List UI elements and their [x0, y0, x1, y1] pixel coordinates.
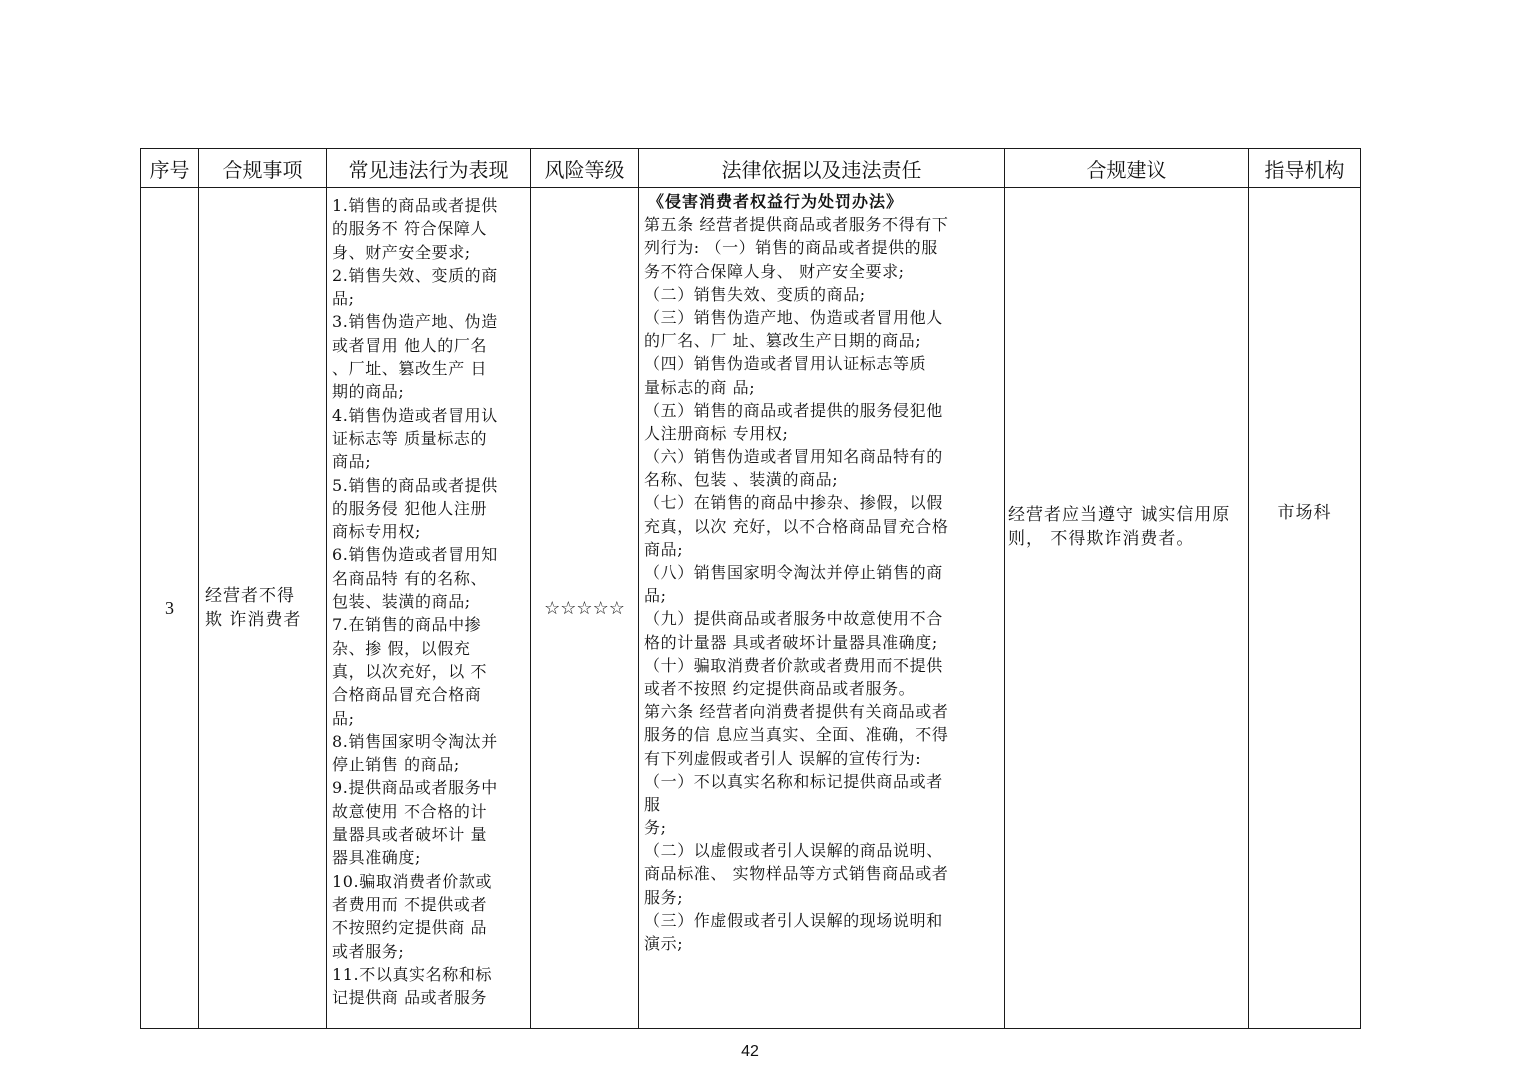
violation-line: 10.骗取消费者价款或 — [332, 871, 493, 891]
law-line: （四）销售伪造或者冒用认证标志等质 — [644, 354, 927, 374]
header-row — [141, 149, 1361, 188]
law-line: （九）提供商品或者服务中故意使用不合 — [644, 609, 943, 629]
law-line: 服务; — [644, 887, 684, 907]
law-line: 务; — [644, 818, 667, 838]
violation-line: 品; — [332, 289, 355, 309]
law-line: 列行为: （一）销售的商品或者提供的服 — [644, 238, 938, 258]
law-line: 人注册商标 专用权; — [644, 423, 789, 443]
law-line: （十）骗取消费者价款或者费用而不提供 — [644, 655, 943, 675]
violation-line: 或者服务; — [332, 941, 405, 961]
law-line: （三）作虚假或者引人误解的现场说明和 — [644, 910, 943, 930]
law-line: （七）在销售的商品中掺杂、掺假，以假 — [644, 493, 943, 513]
legal-basis-cell — [639, 188, 1005, 1029]
law-line: （五）销售的商品或者提供的服务侵犯他 — [644, 400, 943, 420]
violation-line: 记提供商 品或者服务 — [332, 988, 488, 1008]
violation-line: 名商品特 有的名称、 — [332, 568, 488, 588]
law-line: 或者不按照 约定提供商品或者服务。 — [644, 678, 916, 698]
violation-line: 期的商品; — [332, 382, 405, 402]
violation-line: 杂、掺 假，以假充 — [332, 638, 471, 658]
violation-line: 不按照约定提供商 品 — [332, 918, 488, 938]
compliance-item-text: 经营者不得欺 诈消费者 — [205, 586, 302, 630]
law-line: 商品; — [644, 539, 684, 559]
law-line: 的厂名、厂 址、篡改生产日期的商品; — [644, 331, 922, 351]
header-risk-level: 风险等级 — [531, 149, 639, 188]
guiding-agency-text: 市场科 — [1277, 503, 1332, 523]
header-guiding-agency: 指导机构 — [1249, 149, 1361, 188]
header-legal-basis: 法律依据以及违法责任 — [639, 149, 1005, 188]
violation-line: 量器具或者破坏计 量 — [332, 825, 488, 845]
law-line: （八）销售国家明令淘汰并停止销售的商 — [644, 563, 943, 582]
violation-line: 2.销售失效、变质的商 — [332, 265, 498, 285]
law-line: 充真，以次 充好，以不合格商品冒充合格 — [644, 516, 949, 536]
violation-line: 4.销售伪造或者冒用认 — [332, 405, 498, 425]
violation-line: 器具准确度; — [332, 848, 421, 868]
law-line: 第五条 经营者提供商品或者服务不得有下 — [644, 215, 949, 235]
violation-line: 停止销售 的商品; — [332, 755, 460, 775]
law-line: （二）销售失效、变质的商品; — [644, 284, 866, 304]
risk-level-stars: ☆☆☆☆☆ — [544, 597, 625, 619]
violation-line: 证标志等 质量标志的 — [332, 428, 488, 448]
compliance-item-cell — [199, 188, 327, 1029]
violation-line: 合格商品冒充合格商 — [332, 685, 482, 705]
violation-line: 8.销售国家明令淘汰并 — [332, 731, 498, 751]
violation-line: 品; — [332, 708, 355, 728]
violation-line: 、厂址、篡改生产 日 — [332, 359, 488, 379]
header-violations: 常见违法行为表现 — [327, 149, 531, 188]
compliance-advice-cell — [1005, 188, 1249, 1029]
law-line: （二）以虚假或者引人误解的商品说明、 — [644, 841, 943, 861]
violation-line: 真，以次充好，以 不 — [332, 661, 488, 681]
violation-line: 7.在销售的商品中掺 — [332, 615, 482, 635]
law-line: 格的计量器 具或者破坏计量器具准确度; — [644, 632, 938, 652]
law-title: 《侵害消费者权益行为处罚办法》 — [648, 192, 904, 211]
violation-line: 1.销售的商品或者提供 — [332, 196, 498, 215]
header-serial-number: 序号 — [141, 149, 199, 188]
law-line: （一）不以真实名称和标记提供商品或者 — [644, 771, 943, 791]
violation-line: 5.销售的商品或者提供 — [332, 475, 498, 495]
law-line: 演示; — [644, 934, 684, 953]
violation-line: 商标专用权; — [332, 522, 421, 542]
risk-level-cell — [531, 188, 639, 1029]
violation-line: 11.不以真实名称和标 — [332, 964, 493, 984]
law-line: （三）销售伪造产地、伪造或者冒用他人 — [644, 307, 943, 327]
violation-line: 故意使用 不合格的计 — [332, 801, 488, 821]
violation-line: 的服务不 符合保障人 — [332, 219, 488, 239]
law-line: 第六条 经营者向消费者提供有关商品或者 — [644, 702, 949, 722]
violations-cell — [327, 188, 531, 1029]
header-compliance-item: 合规事项 — [199, 149, 327, 188]
law-line: 服 — [644, 794, 661, 814]
violation-line: 或者冒用 他人的厂名 — [332, 335, 488, 355]
compliance-table — [140, 148, 1361, 1029]
law-line: 务不符合保障人身、 财产安全要求; — [644, 261, 905, 281]
law-line: 品; — [644, 586, 667, 606]
compliance-advice-text: 经营者应当遵守 诚实信用原则， 不得欺诈消费者。 — [1008, 505, 1231, 549]
law-line: （六）销售伪造或者冒用知名商品特有的 — [644, 447, 943, 467]
page-number: 42 — [741, 1043, 759, 1060]
legal-basis-text — [639, 188, 1004, 955]
header-compliance-advice: 合规建议 — [1005, 149, 1249, 188]
violation-line: 6.销售伪造或者冒用知 — [332, 545, 498, 565]
violation-line: 3.销售伪造产地、伪造 — [332, 312, 498, 332]
violation-line: 包装、装潢的商品; — [332, 592, 471, 612]
law-line: 商品标准、 实物样品等方式销售商品或者 — [644, 864, 949, 884]
law-line: 名称、包装 、装潢的商品; — [644, 470, 839, 490]
violation-line: 商品; — [332, 452, 372, 472]
table-row — [141, 188, 1361, 1029]
law-line: 服务的信 息应当真实、全面、准确，不得 — [644, 725, 949, 745]
violations-list — [327, 188, 530, 1009]
law-line: 有下列虚假或者引人 误解的宣传行为: — [644, 748, 922, 768]
law-line: 量标志的商 品; — [644, 377, 756, 397]
violation-line: 的服务侵 犯他人注册 — [332, 498, 488, 518]
violation-line: 者费用而 不提供或者 — [332, 894, 488, 914]
serial-number-cell: 3 — [141, 188, 199, 1029]
violation-line: 身、财产安全要求; — [332, 242, 471, 262]
guiding-agency-cell — [1249, 188, 1361, 1029]
violation-line: 9.提供商品或者服务中 — [332, 778, 498, 798]
